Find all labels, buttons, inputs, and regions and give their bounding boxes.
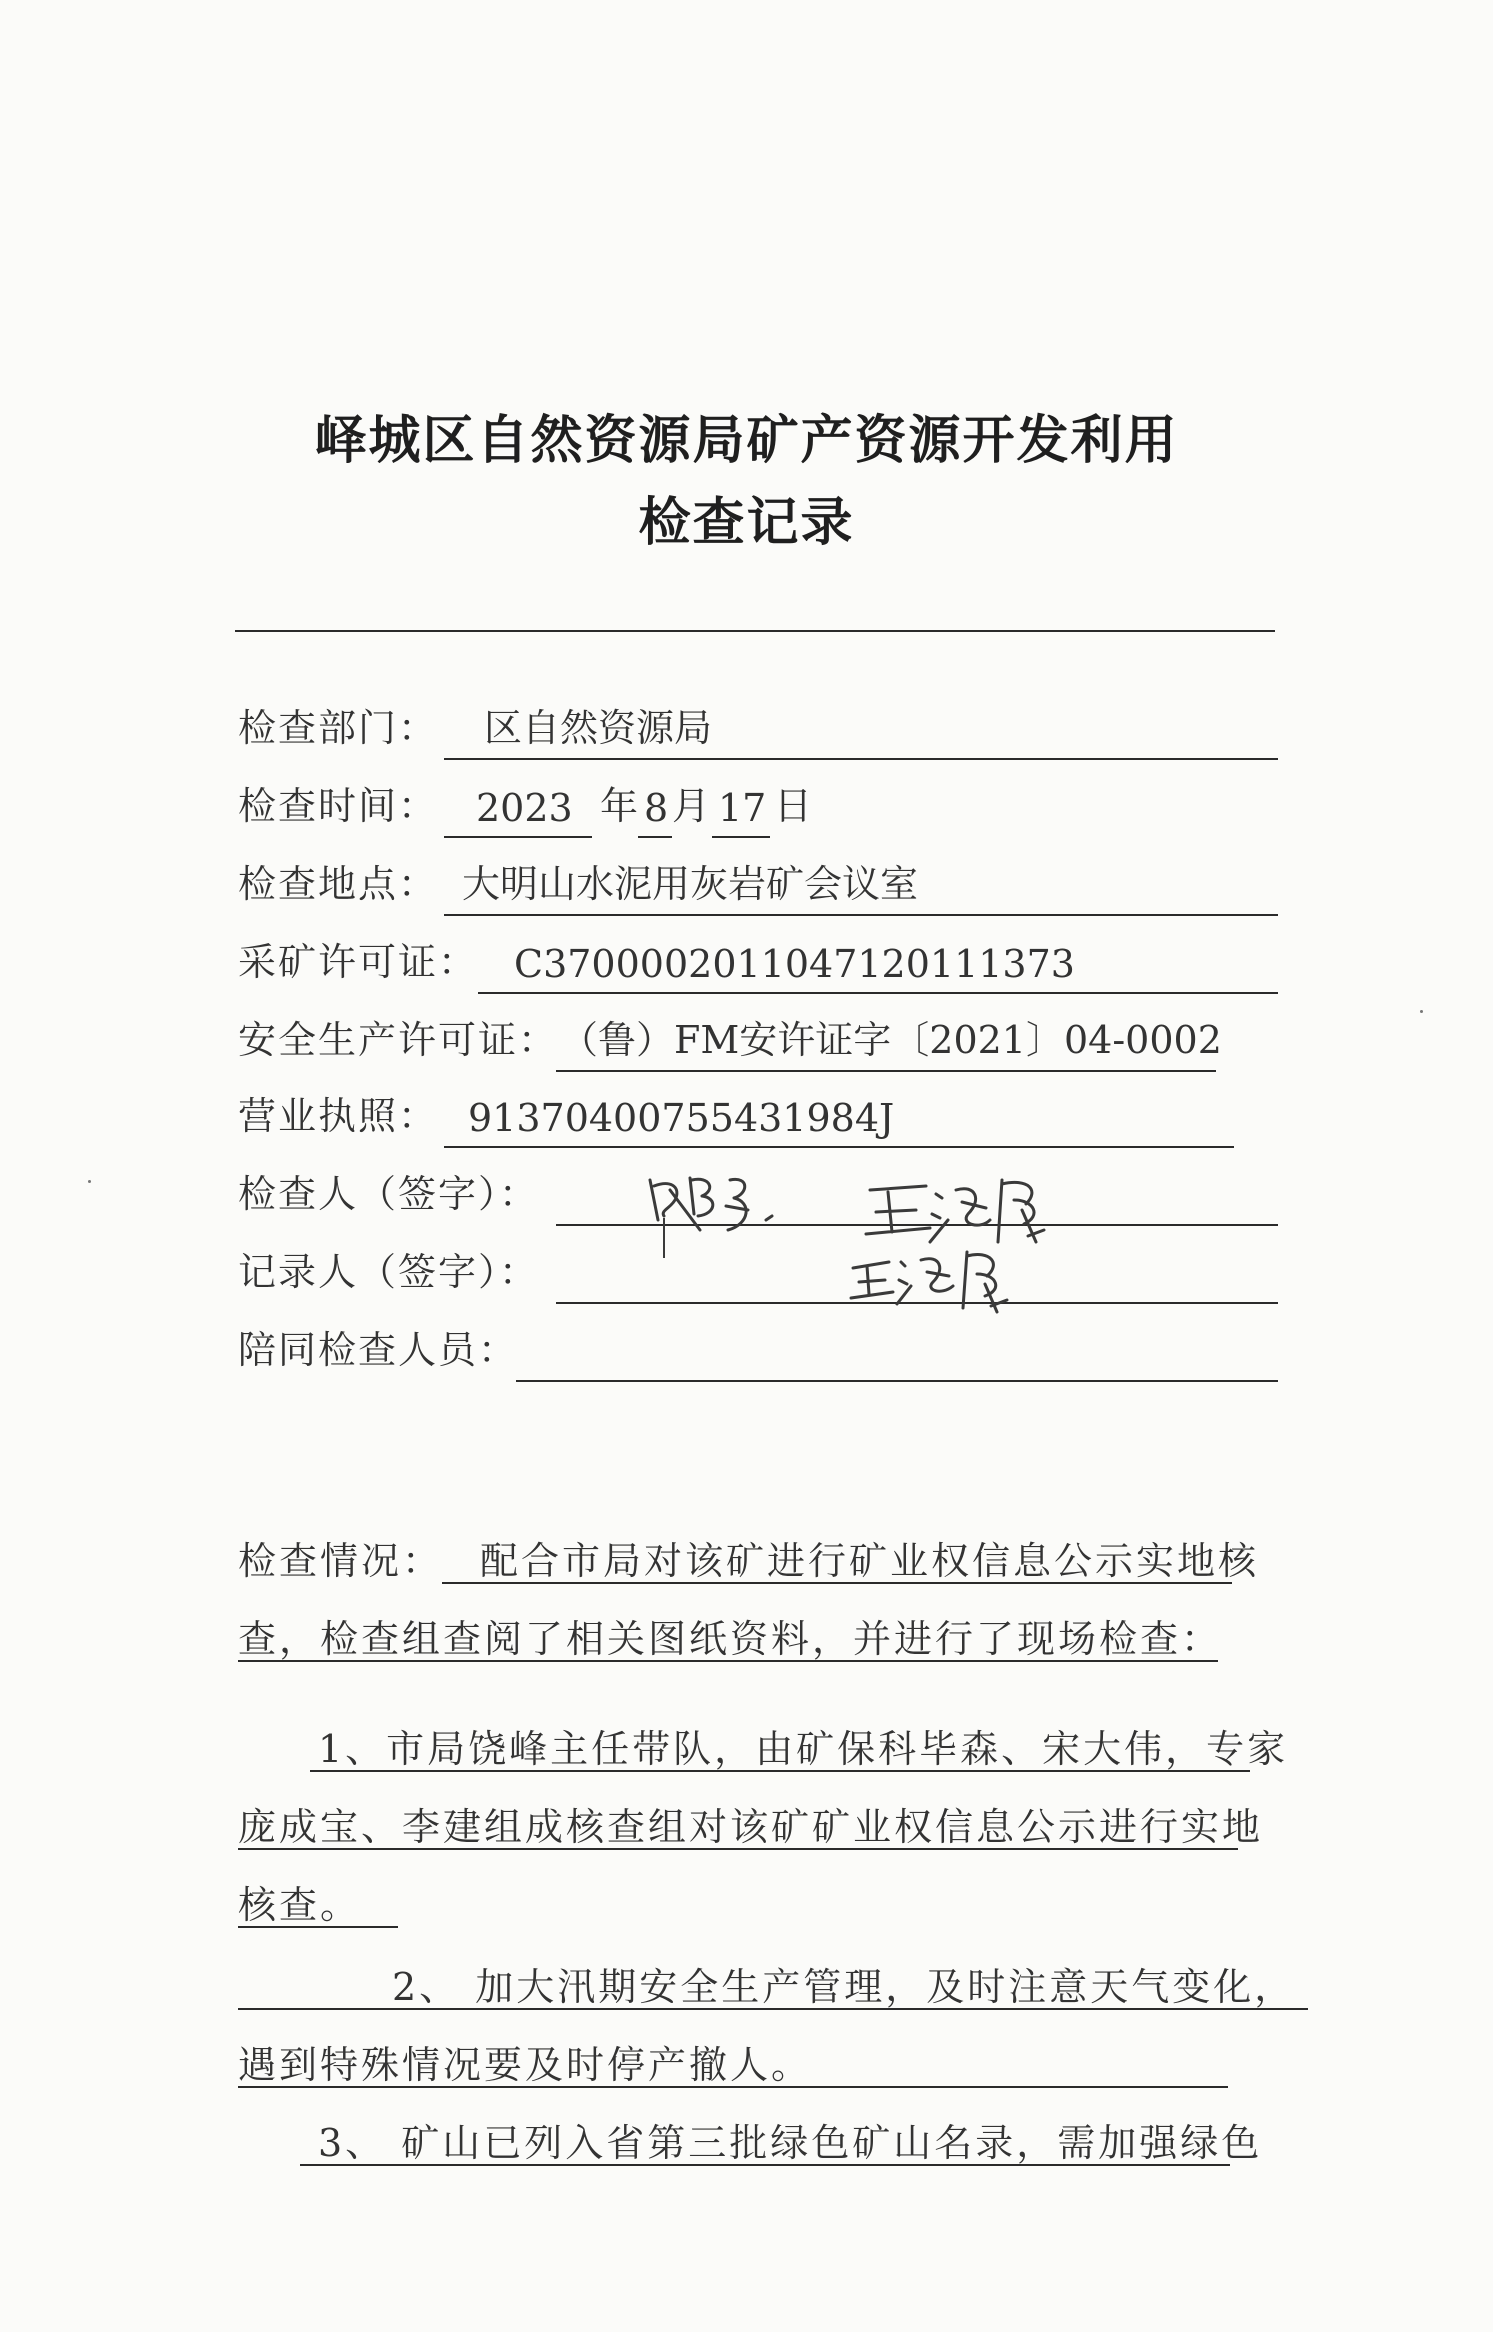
situation-item2-line1-underline: [238, 2008, 1308, 2010]
field-time-month-unit: 月: [672, 784, 713, 828]
field-safety-license-text: （鲁）FM安许证字〔2021〕04-0002: [560, 1018, 1222, 1062]
field-safety-license-value[interactable]: [556, 1014, 1222, 1072]
field-place-label: 检查地点：: [238, 862, 439, 906]
situation-item1-line1-underline: [310, 1770, 1250, 1772]
document-title-line2: 检查记录: [638, 493, 855, 553]
recorder-signature: [845, 1238, 1045, 1318]
situation-label: 检查情况：: [238, 1539, 444, 1583]
field-dept-text: 区自然资源局: [484, 706, 713, 750]
field-time-year-unit: 年: [600, 784, 641, 828]
title-divider: [235, 630, 1275, 632]
field-time-year[interactable]: [444, 780, 592, 838]
field-recorder-label: 记录人（签字）：: [238, 1250, 540, 1294]
field-dept: [238, 700, 1278, 760]
field-business-license-text: 91370400755431984J: [468, 1096, 895, 1140]
field-time-day[interactable]: [712, 780, 770, 838]
field-time-day-unit: 日: [774, 784, 815, 828]
field-time-month-text: 8: [644, 786, 669, 830]
field-business-license-value[interactable]: [444, 1090, 1234, 1148]
field-dept-label: 检查部门：: [238, 706, 439, 750]
scan-speck: [88, 1180, 91, 1183]
field-mining-license-value[interactable]: [478, 936, 1278, 994]
field-time-label: 检查时间：: [238, 784, 439, 828]
field-companion-value[interactable]: [516, 1324, 1278, 1382]
field-mining-license-label: 采矿许可证：: [238, 940, 479, 984]
situation-item2-line1: 2、 加大汛期安全生产管理，及时注意天气变化，: [392, 1965, 1296, 2009]
field-mining-license: [238, 934, 1278, 994]
situation-item3-line1-underline: [300, 2164, 1230, 2166]
field-time-year-text: 2023: [476, 786, 573, 830]
field-dept-value[interactable]: [444, 702, 1278, 760]
field-time-month[interactable]: [638, 780, 672, 838]
document-title-line1: 峄城区自然资源局矿产资源开发利用: [314, 411, 1179, 471]
field-business-license: [238, 1088, 1238, 1148]
field-safety-license-label: 安全生产许可证：: [238, 1018, 559, 1062]
situation-item1-line2: 庞成宝、李建组成核查组对该矿矿业权信息公示进行实地: [238, 1805, 1264, 1849]
field-inspector-label: 检查人（签字）：: [238, 1172, 540, 1216]
situation-item2-line2: 遇到特殊情况要及时停产撤人。: [238, 2043, 813, 2087]
field-business-license-label: 营业执照：: [238, 1094, 439, 1138]
situation-item1-line3: 核查。: [238, 1883, 362, 1927]
situation-item1-line1: 1、市局饶峰主任带队，由矿保科毕森、宋大伟，专家: [318, 1727, 1289, 1771]
situation-item1-line2-underline: [238, 1848, 1238, 1850]
field-companion-label: 陪同检查人员：: [238, 1328, 519, 1372]
situation-intro-line1: 配合市局对该矿进行矿业权信息公示实地核: [480, 1539, 1260, 1583]
situation-intro-line2-underline: [238, 1660, 1218, 1662]
field-time-day-text: 17: [718, 786, 767, 830]
field-place-value[interactable]: [444, 858, 1278, 916]
situation-item1-line3-underline: [238, 1926, 398, 1928]
field-companion: [238, 1322, 1278, 1382]
field-time: [238, 778, 838, 838]
scan-speck: [1420, 1010, 1423, 1013]
situation-item2-line2-underline: [238, 2086, 1228, 2088]
field-safety-license: [238, 1012, 1238, 1072]
situation-item3-line1: 3、 矿山已列入省第三批绿色矿山名录，需加强绿色: [318, 2121, 1263, 2165]
field-place-text: 大明山水泥用灰岩矿会议室: [462, 862, 919, 906]
field-place: [238, 856, 1278, 916]
field-mining-license-text: C3700002011047120111373: [514, 942, 1075, 986]
situation-intro-line2: 查，检查组查阅了相关图纸资料，并进行了现场检查：: [238, 1617, 1223, 1661]
